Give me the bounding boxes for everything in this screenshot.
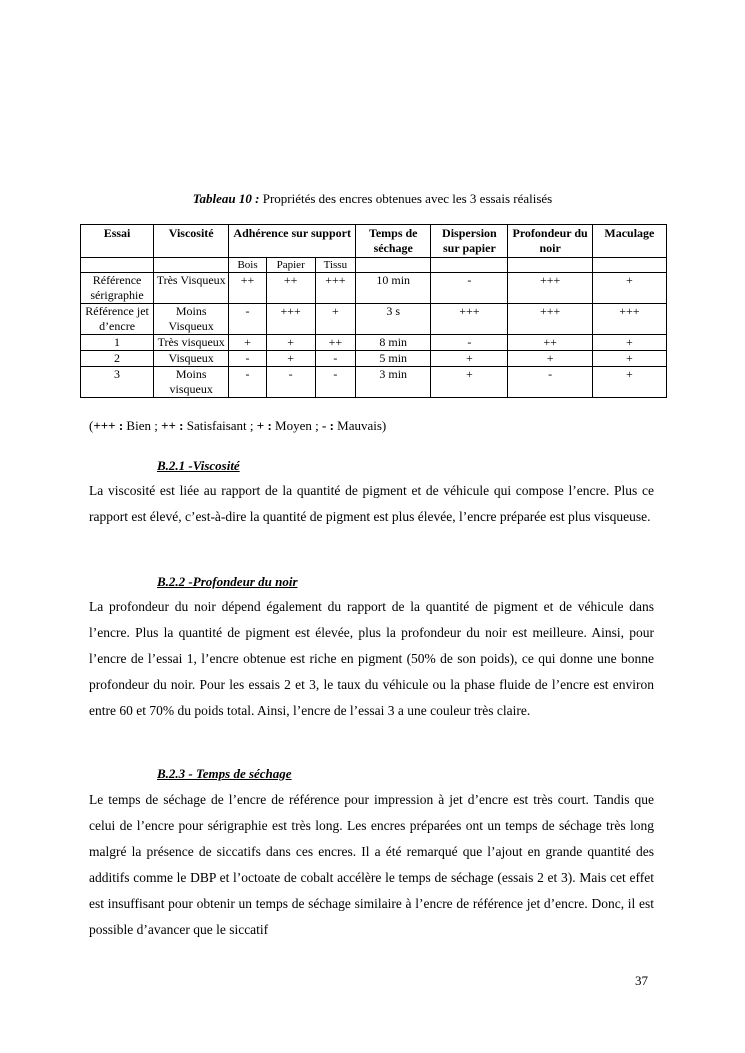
cell-dispersion: +	[431, 351, 508, 367]
cell-viscosite: Moins visqueux	[154, 367, 229, 398]
table-legend	[89, 418, 386, 434]
cell-maculage: +++	[592, 304, 666, 335]
cell-profondeur: +++	[508, 304, 592, 335]
table-row	[81, 335, 667, 351]
header-adherence: Adhérence sur support	[229, 225, 356, 258]
legend-open: (	[89, 418, 94, 433]
cell-temps: 10 min	[356, 273, 431, 304]
section-paragraph-viscosite: La viscosité est liée au rapport de la quantité de pigment et de véhicule qui compose l’encre. Plus ce rapport est élevé, c’est-à-dire la quantité de pigment est plus élevée, l’encre préparée est plus visqueuse.	[89, 483, 654, 524]
cell-maculage: +	[592, 351, 666, 367]
table-row	[81, 351, 667, 367]
header-viscosite: Viscosité	[154, 225, 229, 258]
cell-essai: 3	[81, 367, 154, 398]
legend-value: Moyen ;	[271, 418, 322, 433]
legend-key: - :	[321, 418, 334, 433]
subheader-papier: Papier	[266, 258, 315, 273]
cell-bois: -	[229, 304, 267, 335]
subheader-bois: Bois	[229, 258, 267, 273]
cell-dispersion: +++	[431, 304, 508, 335]
table-row	[81, 304, 667, 335]
cell-bois: -	[229, 367, 267, 398]
subheader-empty	[431, 258, 508, 273]
cell-essai: 1	[81, 335, 154, 351]
subheader-tissu: Tissu	[315, 258, 356, 273]
cell-papier: +++	[266, 304, 315, 335]
cell-papier: -	[266, 367, 315, 398]
cell-maculage: +	[592, 273, 666, 304]
subheader-empty	[356, 258, 431, 273]
header-maculage: Maculage	[592, 225, 666, 258]
table-caption-label: Tableau 10 :	[192, 191, 260, 206]
cell-temps: 5 min	[356, 351, 431, 367]
header-essai: Essai	[81, 225, 154, 258]
cell-tissu: +	[315, 304, 356, 335]
table-caption	[0, 191, 745, 207]
section-heading-temps: B.2.3 - Temps de séchage	[157, 766, 292, 781]
cell-dispersion: +	[431, 367, 508, 398]
subheader-empty	[508, 258, 592, 273]
properties-table	[80, 224, 667, 398]
table-subheader-row	[81, 258, 667, 273]
section-paragraph-profondeur: La profondeur du noir dépend également du rapport de la quantité de pigment et de véhicule dans l’encre. Plus la quantité de pigment est élevée, plus la profondeur du noir est meilleure. Ainsi, pour l’encre de l’essai 1, l’encre obtenue est riche en pigment (50% de son poids), ce qui donne une bonne profondeur du noir. Pour les essais 2 et 3, le taux du véhicule ou la phase fluide de l’encre est environ entre 60 et 70% du poids total. Ainsi, l’encre de l’essai 3 a une couleur très claire.	[89, 599, 654, 718]
cell-essai: Référence jet d’encre	[81, 304, 154, 335]
section-heading-profondeur: B.2.2 -Profondeur du noir	[157, 574, 298, 589]
cell-temps: 3 min	[356, 367, 431, 398]
cell-bois: +	[229, 335, 267, 351]
cell-papier: +	[266, 335, 315, 351]
legend-key: + :	[256, 418, 272, 433]
table-row	[81, 367, 667, 398]
legend-value: Satisfaisant ;	[183, 418, 257, 433]
cell-essai: Référence sérigraphie	[81, 273, 154, 304]
cell-maculage: +	[592, 367, 666, 398]
cell-dispersion: -	[431, 273, 508, 304]
page-number: 37	[635, 973, 648, 988]
legend-value: Bien ;	[123, 418, 162, 433]
cell-tissu: +++	[315, 273, 356, 304]
subheader-empty	[154, 258, 229, 273]
cell-tissu: ++	[315, 335, 356, 351]
cell-bois: -	[229, 351, 267, 367]
cell-temps: 3 s	[356, 304, 431, 335]
cell-profondeur: +++	[508, 273, 592, 304]
cell-essai: 2	[81, 351, 154, 367]
legend-key: ++ :	[161, 418, 184, 433]
cell-bois: ++	[229, 273, 267, 304]
table-row	[81, 273, 667, 304]
cell-viscosite: Visqueux	[154, 351, 229, 367]
cell-profondeur: ++	[508, 335, 592, 351]
table-header-row	[81, 225, 667, 258]
section-heading-viscosite: B.2.1 -Viscosité	[157, 458, 240, 473]
header-dispersion: Dispersion sur papier	[431, 225, 508, 258]
cell-profondeur: -	[508, 367, 592, 398]
cell-maculage: +	[592, 335, 666, 351]
header-temps: Temps de séchage	[356, 225, 431, 258]
cell-viscosite: Très Visqueux	[154, 273, 229, 304]
cell-temps: 8 min	[356, 335, 431, 351]
subheader-empty	[592, 258, 666, 273]
table-caption-text: Propriétés des encres obtenues avec les 3 essais réalisés	[259, 191, 553, 206]
section-paragraph-temps: Le temps de séchage de l’encre de référence pour impression à jet d’encre est très court. Tandis que celui de l’encre pour sérigraphie est très long. Les encres préparées ont un temps de séchage très long malgré la présence de siccatifs dans ces encres. Il a été remarqué que l’ajout en grande quantité des additifs comme le DBP et l’octoate de cobalt accélère le temps de séchage (essais 2 et 3). Mais cet effet est insuffisant pour obtenir un temps de séchage similaire à l’encre de référence jet d’encre. Donc, il est possible d’avancer que le siccatif	[89, 792, 654, 937]
header-profondeur: Profondeur du noir	[508, 225, 592, 258]
subheader-empty	[81, 258, 154, 273]
legend-key: +++ :	[93, 418, 124, 433]
cell-viscosite: Très visqueux	[154, 335, 229, 351]
cell-viscosite: Moins Visqueux	[154, 304, 229, 335]
legend-value: Mauvais)	[333, 418, 387, 433]
cell-tissu: -	[315, 351, 356, 367]
cell-papier: ++	[266, 273, 315, 304]
cell-profondeur: +	[508, 351, 592, 367]
cell-tissu: -	[315, 367, 356, 398]
cell-dispersion: -	[431, 335, 508, 351]
cell-papier: +	[266, 351, 315, 367]
